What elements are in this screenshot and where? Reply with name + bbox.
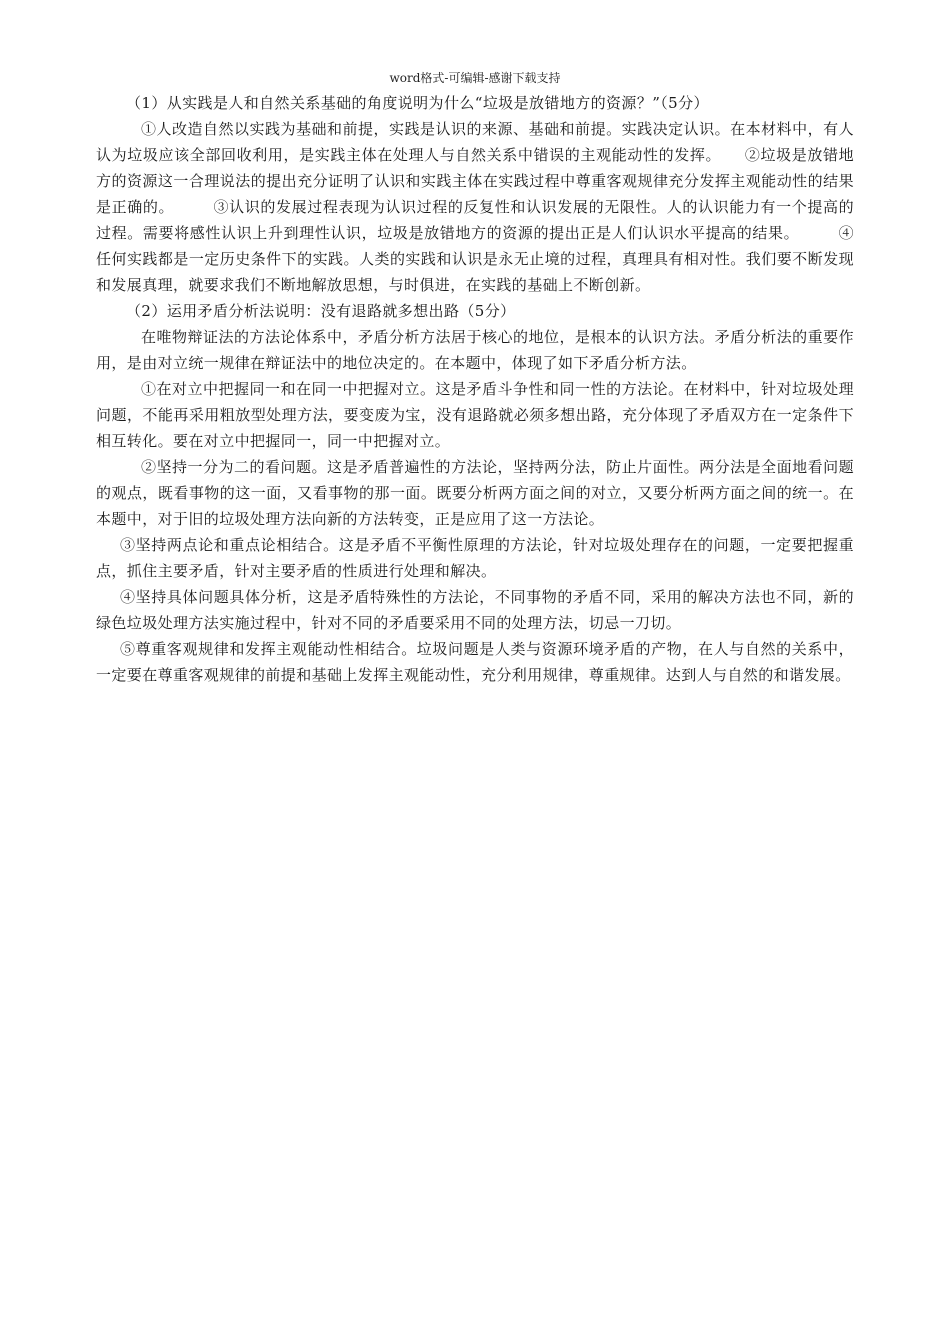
answer-2-point-2: ②坚持一分为二的看问题。这是矛盾普遍性的方法论，坚持两分法，防止片面性。两分法是全面地看问题的观点，既看事物的这一面，又看事物的那一面。既要分析两方面之间的对立，又要分析两方面之间的统一。在本题中，对于旧的垃圾处理方法向新的方法转变，正是应用了这一方法论。 [96,458,854,528]
answer-2-point-4: ④坚持具体问题具体分析，这是矛盾特殊性的方法论，不同事物的矛盾不同，采用的解决方法也不同，新的绿色垃圾处理方法实施过程中，针对不同的矛盾要采用不同的处理方法，切忌一刀切。 [96,588,854,632]
answer-2-intro: 在唯物辩证法的方法论体系中，矛盾分析方法居于核心的地位，是根本的认识方法。矛盾分析法的重要作用，是由对立统一规律在辩证法中的地位决定的。在本题中，体现了如下矛盾分析方法。 [96,328,854,372]
answer-2-point-1: ①在对立中把握同一和在同一中把握对立。这是矛盾斗争性和同一性的方法论。在材料中，针对垃圾处理问题，不能再采用粗放型处理方法，要变废为宝，没有退路就必须多想出路，充分体现了矛盾双方在一定条件下相互转化。要在对立中把握同一，同一中把握对立。 [96,380,854,450]
question-2: （2）运用矛盾分析法说明：没有退路就多想出路（5分） [126,302,516,320]
document-page [96,70,854,688]
answer-2-point-3: ③坚持两点论和重点论相结合。这是矛盾不平衡性原理的方法论，针对垃圾处理存在的问题，一定要把握重点，抓住主要矛盾，针对主要矛盾的性质进行处理和解决。 [96,536,854,580]
answer-1: ①人改造自然以实践为基础和前提，实践是认识的来源、基础和前提。实践决定认识。在本材料中，有人认为垃圾应该全部回收利用，是实践主体在处理人与自然关系中错误的主观能动性的发挥。 ②垃圾是放错地方的资源这一合理说法的提出充分证明了认识和实践主体在实践过程中尊重客观规律充分发挥主观能动性的结果是正确的。 ③认识的发展过程表现为认识过程的反复性和认识发展的无限性。人的认识能力有一个提高的过程。需要将感性认识上升到理性认识，垃圾是放错地方的资源的提出正是人们认识水平提高的结果。 ④任何实践都是一定历史条件下的实践。人类的实践和认识是永无止境的过程，真理具有相对性。我们要不断发现和发展真理，就要求我们不断地解放思想，与时俱进，在实践的基础上不断创新。 [96,120,854,294]
question-1: （1）从实践是人和自然关系基础的角度说明为什么“垃圾是放错地方的资源？”（5分） [126,94,709,112]
header-note: word格式-可编辑-感谢下载支持 [389,71,561,85]
answer-2-point-5: ⑤尊重客观规律和发挥主观能动性相结合。垃圾问题是人类与资源环境矛盾的产物，在人与自然的关系中，一定要在尊重客观规律的前提和基础上发挥主观能动性，充分利用规律，尊重规律。达到人与自然的和谐发展。 [96,640,854,684]
